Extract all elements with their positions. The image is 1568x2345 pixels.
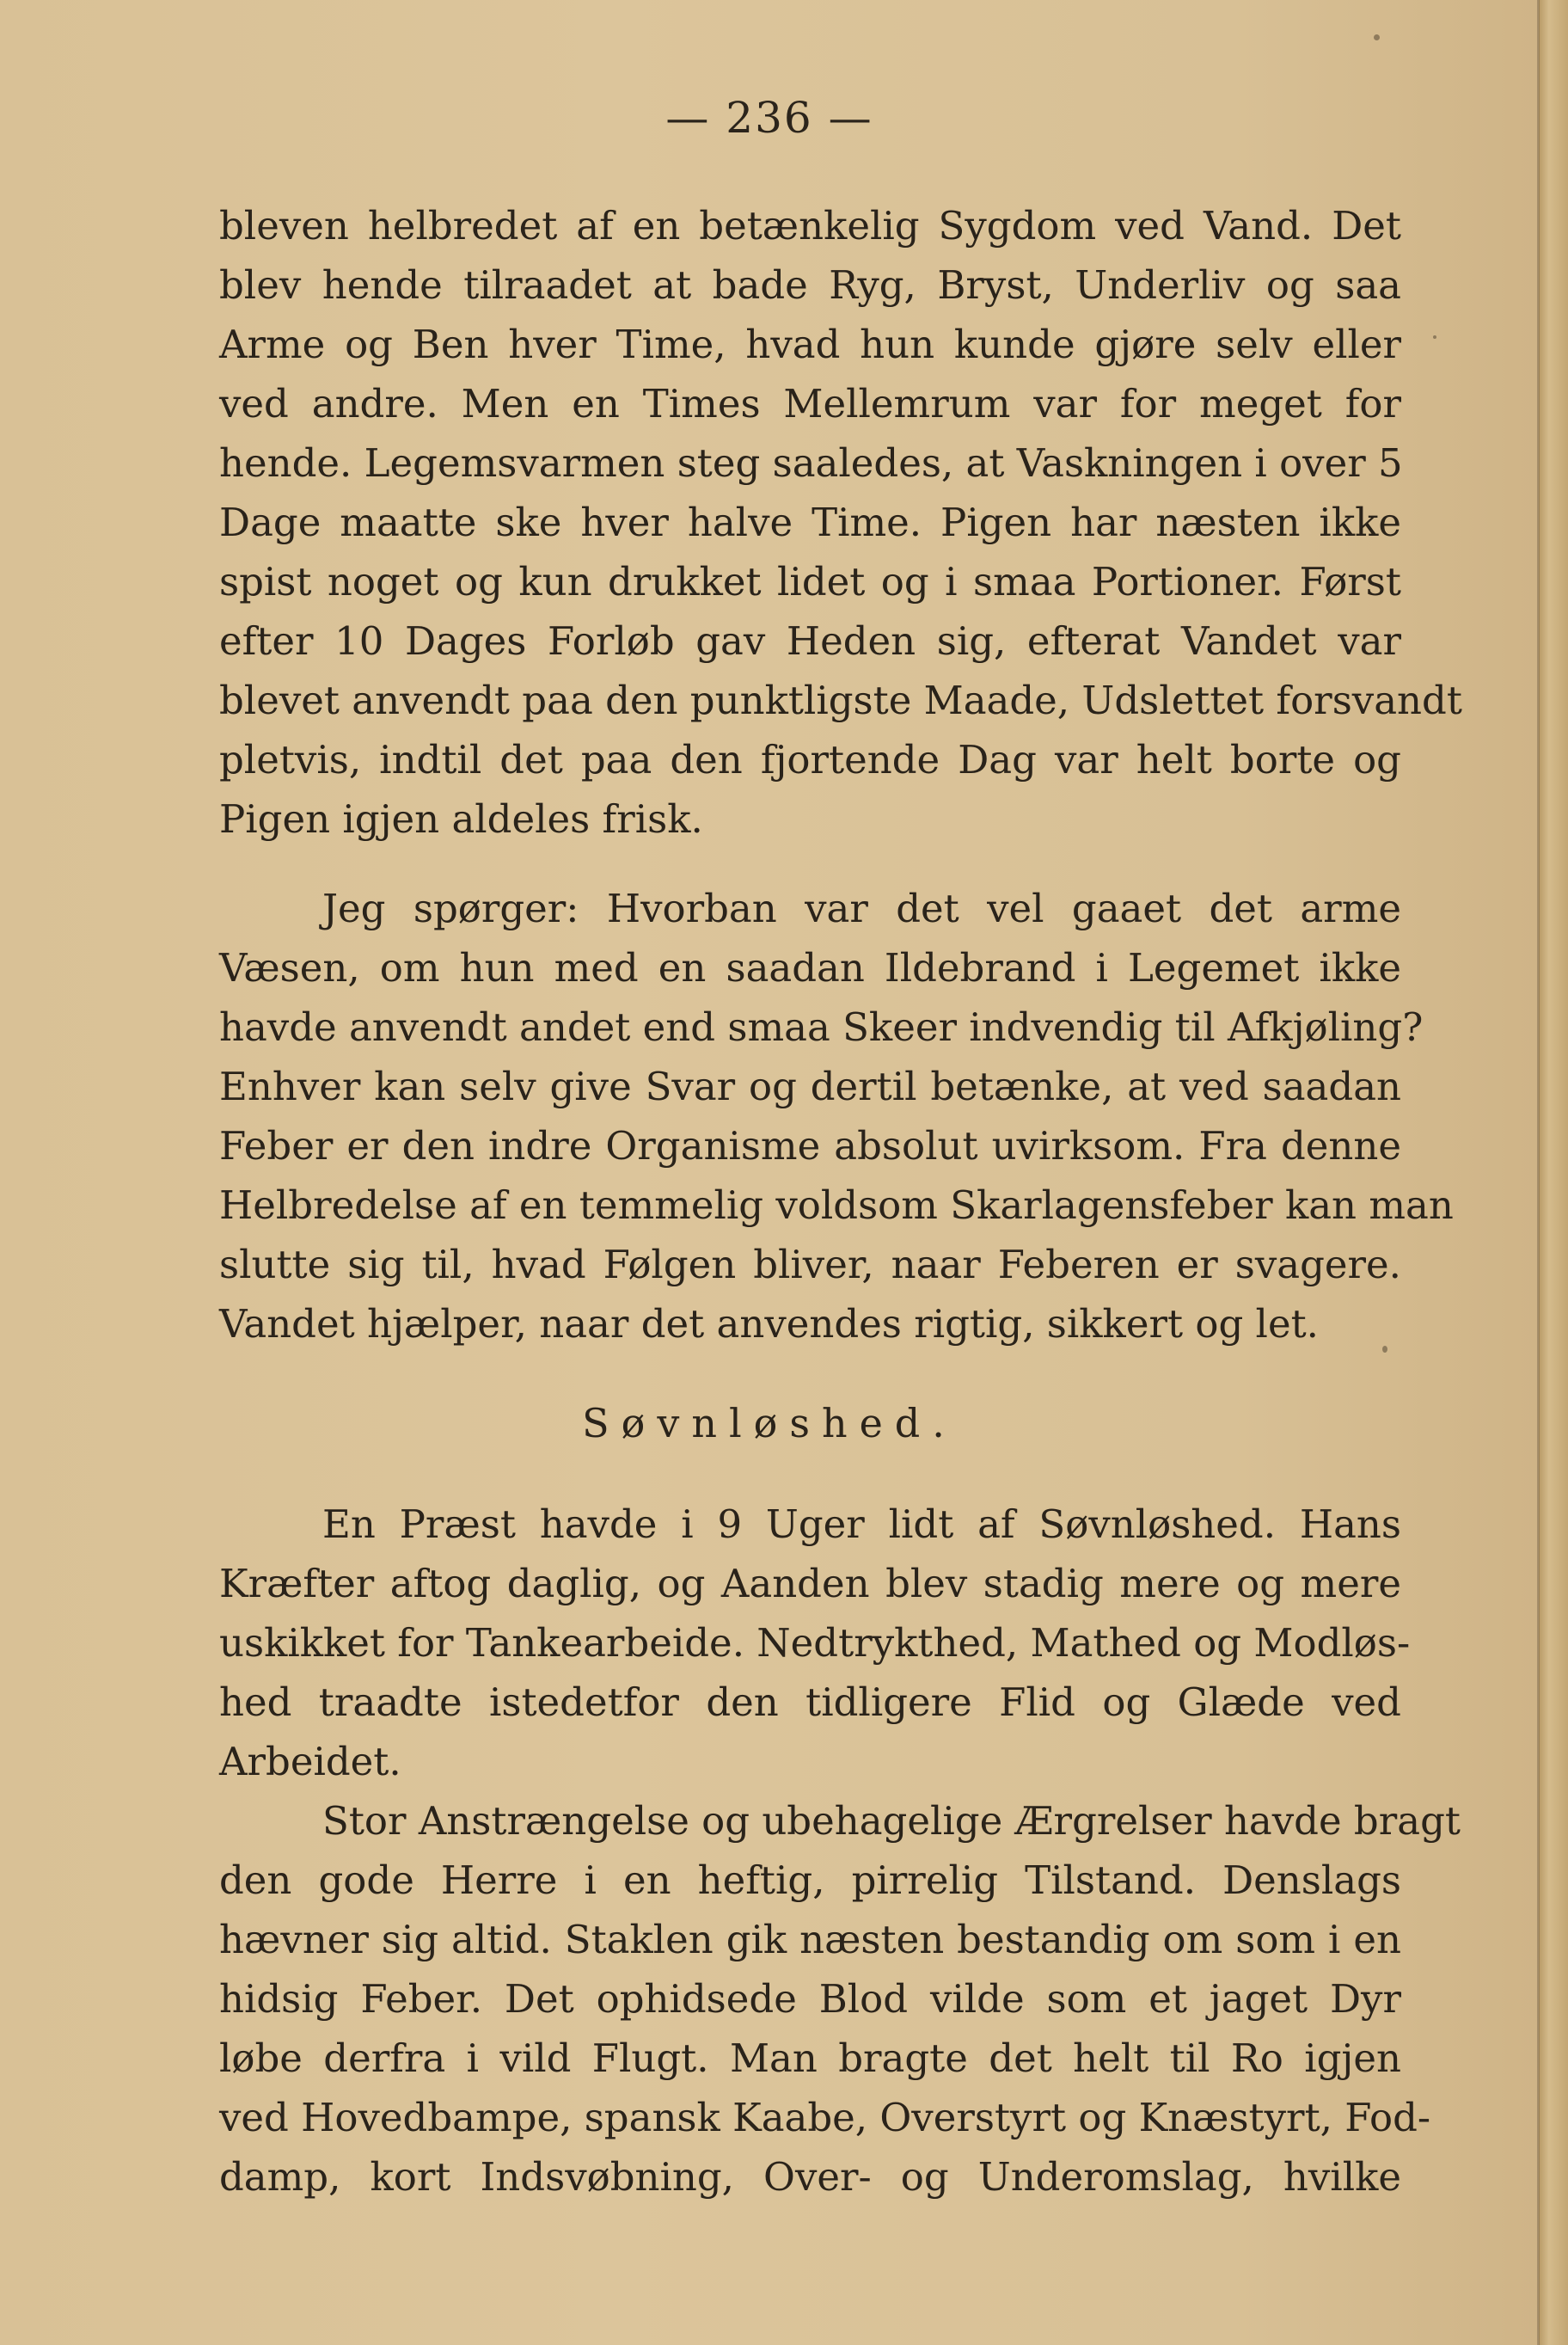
text-line: Dage maatte ske hver halve Time. Pigen har næsten ikke <box>219 500 1401 545</box>
text-line: Væsen, om hun med en saadan Ildebrand i Legemet ikke <box>219 945 1401 991</box>
text-line: hed traadte istedetfor den tidligere Flid og Glæde ved <box>219 1679 1401 1725</box>
text-line: hende. Legemsvarmen steg saaledes, at Vaskningen i over 5 <box>219 440 1403 486</box>
text-line: Stor Anstrængelse og ubehagelige Ærgrelser havde bragt <box>322 1798 1461 1844</box>
page-edge <box>1539 0 1568 2345</box>
text-line: Enhver kan selv give Svar og dertil betænke, at ved saadan <box>219 1064 1401 1109</box>
text-line: slutte sig til, hvad Følgen bliver, naar Feberen er svagere. <box>219 1242 1401 1287</box>
text-line: hævner sig altid. Staklen gik næsten bestandig om som i en <box>219 1917 1401 1962</box>
text-line: blev hende tilraadet at bade Ryg, Bryst, Underliv og saa <box>219 262 1401 308</box>
page-number: — 236 — <box>665 93 873 143</box>
text-line: pletvis, indtil det paa den fjortende Dag var helt borte og <box>219 737 1401 783</box>
text-line: spist noget og kun drukket lidet og i smaa Portioner. Først <box>219 559 1401 605</box>
text-line: Arbeidet. <box>219 1739 401 1784</box>
text-line: ved andre. Men en Times Mellemrum var for meget for <box>219 381 1401 427</box>
text-line: bleven helbredet af en betænkelig Sygdom ved Vand. Det <box>219 203 1401 249</box>
text-line: damp, kort Indsvøbning, Over- og Underomslag, hvilke <box>219 2154 1401 2200</box>
text-line: hidsig Feber. Det ophidsede Blod vilde som et jaget Dyr <box>219 1976 1401 2022</box>
section-heading: Søvnløshed. <box>582 1400 957 1446</box>
text-line: uskikket for Tankearbeide. Nedtrykthed, Mathed og Modløs- <box>219 1620 1411 1666</box>
text-line: Arme og Ben hver Time, hvad hun kunde gjøre selv eller <box>219 322 1401 367</box>
paper-speck <box>1382 1346 1387 1353</box>
text-line: havde anvendt andet end smaa Skeer indvendig til Afkjøling? <box>219 1004 1424 1050</box>
paragraph-2 <box>219 879 1454 1354</box>
text-line: ved Hovedbampe, spansk Kaabe, Overstyrt og Knæstyrt, Fod- <box>219 2095 1431 2140</box>
text-line: blevet anvendt paa den punktligste Maade, Udslettet forsvandt <box>219 678 1462 723</box>
paragraph-3 <box>219 1495 1461 2207</box>
text-line: Helbredelse af en temmelig voldsom Skarlagensfeber kan man <box>219 1182 1454 1228</box>
text-line: Pigen igjen aldeles frisk. <box>219 796 703 842</box>
text-line: Vandet hjælper, naar det anvendes rigtig, sikkert og let. <box>219 1301 1319 1347</box>
text-line: Kræfter aftog daglig, og Aanden blev stadig mere og mere <box>219 1561 1401 1606</box>
binding-line <box>1537 0 1540 2345</box>
text-line: efter 10 Dages Forløb gav Heden sig, efterat Vandet var <box>219 618 1401 664</box>
paragraph-1 <box>219 196 1462 849</box>
text-line: den gode Herre i en heftig, pirrelig Tilstand. Denslags <box>219 1857 1401 1903</box>
text-line: løbe derfra i vild Flugt. Man bragte det helt til Ro igjen <box>219 2035 1401 2081</box>
paper-speck <box>1374 34 1380 40</box>
text-line: En Præst havde i 9 Uger lidt af Søvnløshed. Hans <box>322 1501 1401 1547</box>
paper-speck <box>1433 335 1436 339</box>
text-line: Jeg spørger: Hvorban var det vel gaaet det arme <box>322 886 1401 931</box>
text-line: Feber er den indre Organisme absolut uvirksom. Fra denne <box>219 1123 1401 1169</box>
